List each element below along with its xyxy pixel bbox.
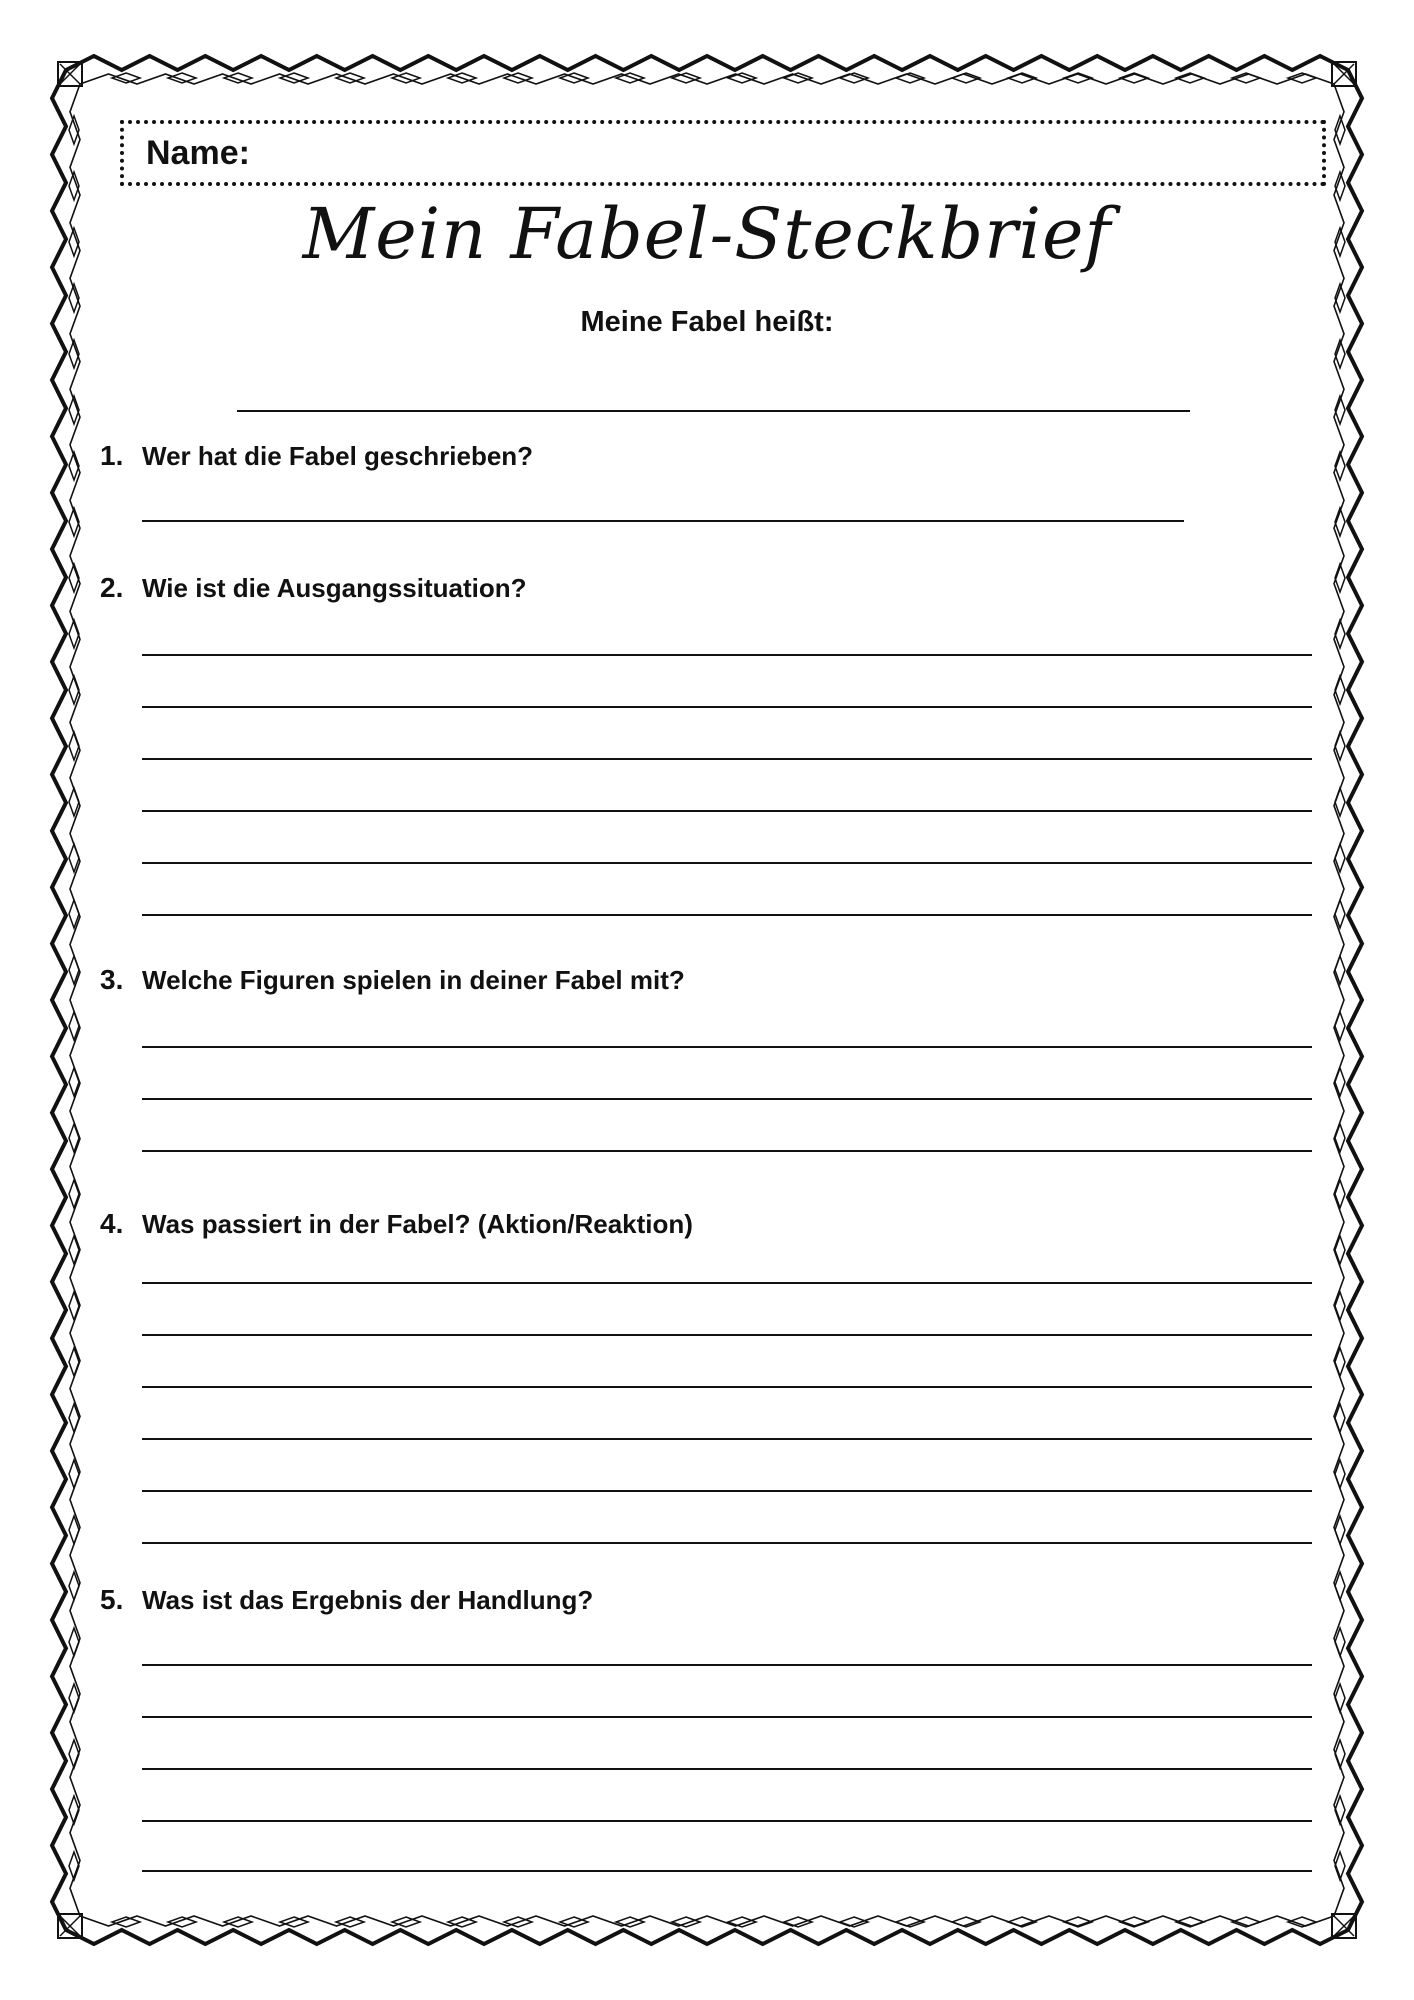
border-diamond: [840, 73, 868, 83]
border-diamond: [168, 1917, 196, 1927]
question-text: Welche Figuren spielen in deiner Fabel mit?: [142, 965, 685, 995]
fable-title-prompt: Meine Fabel heißt:: [580, 306, 834, 338]
question-1: [100, 440, 533, 472]
answer-line[interactable]: [142, 1820, 1312, 1822]
border-diamond: [1335, 116, 1345, 144]
answer-line[interactable]: [142, 1716, 1312, 1718]
answer-line[interactable]: [142, 1870, 1312, 1872]
border-diamond: [1335, 1180, 1345, 1208]
border-diamond: [840, 1917, 868, 1927]
question-number: 4.: [100, 1208, 124, 1239]
border-zigzag: [52, 70, 66, 1930]
border-diamond: [69, 1180, 79, 1208]
border-zigzag: [1348, 70, 1362, 1930]
answer-line[interactable]: [142, 914, 1312, 916]
question-text: Was ist das Ergebnis der Handlung?: [142, 1585, 594, 1615]
answer-line[interactable]: [142, 1150, 1312, 1152]
name-label: Name:: [146, 134, 250, 172]
border-diamond: [224, 73, 252, 83]
question-text: Was passiert in der Fabel? (Aktion/Reaktion): [142, 1209, 693, 1239]
answer-line[interactable]: [142, 810, 1312, 812]
answer-line[interactable]: [142, 1438, 1312, 1440]
answer-line[interactable]: [142, 1542, 1312, 1544]
question-5: [100, 1584, 593, 1616]
answer-line[interactable]: [142, 1386, 1312, 1388]
border-diamond: [784, 1917, 812, 1927]
border-diamond: [69, 116, 79, 144]
question-number: 1.: [100, 440, 124, 471]
border-zigzag: [66, 56, 1348, 70]
answer-line[interactable]: [142, 1046, 1312, 1048]
answer-line[interactable]: [142, 1490, 1312, 1492]
border-diamond: [168, 73, 196, 83]
question-number: 2.: [100, 572, 124, 603]
question-number: 3.: [100, 964, 124, 995]
fable-title-answer-line[interactable]: [237, 410, 1190, 412]
question-text: Wie ist die Ausgangssituation?: [142, 573, 527, 603]
answer-line[interactable]: [142, 1768, 1312, 1770]
question-3: [100, 964, 685, 996]
question-2: [100, 572, 527, 604]
border-diamond: [1335, 1236, 1345, 1264]
answer-line[interactable]: [142, 706, 1312, 708]
border-diamond: [69, 1236, 79, 1264]
name-field[interactable]: [120, 120, 1326, 186]
answer-line[interactable]: [142, 1334, 1312, 1336]
question-4: [100, 1208, 693, 1240]
answer-line[interactable]: [142, 520, 1184, 522]
border-zigzag: [66, 1930, 1348, 1944]
answer-line[interactable]: [142, 862, 1312, 864]
border-diamond: [784, 73, 812, 83]
border-diamond: [280, 1917, 308, 1927]
answer-line[interactable]: [142, 1664, 1312, 1666]
border-diamond: [112, 73, 140, 83]
question-text: Wer hat die Fabel geschrieben?: [142, 441, 534, 471]
answer-line[interactable]: [142, 654, 1312, 656]
border-diamond: [112, 1917, 140, 1927]
answer-line[interactable]: [142, 758, 1312, 760]
answer-line[interactable]: [142, 1282, 1312, 1284]
border-diamond: [280, 73, 308, 83]
border-diamond: [224, 1917, 252, 1927]
page-title: Mein Fabel-Steckbrief: [302, 193, 1112, 275]
question-number: 5.: [100, 1584, 124, 1615]
answer-line[interactable]: [142, 1098, 1312, 1100]
